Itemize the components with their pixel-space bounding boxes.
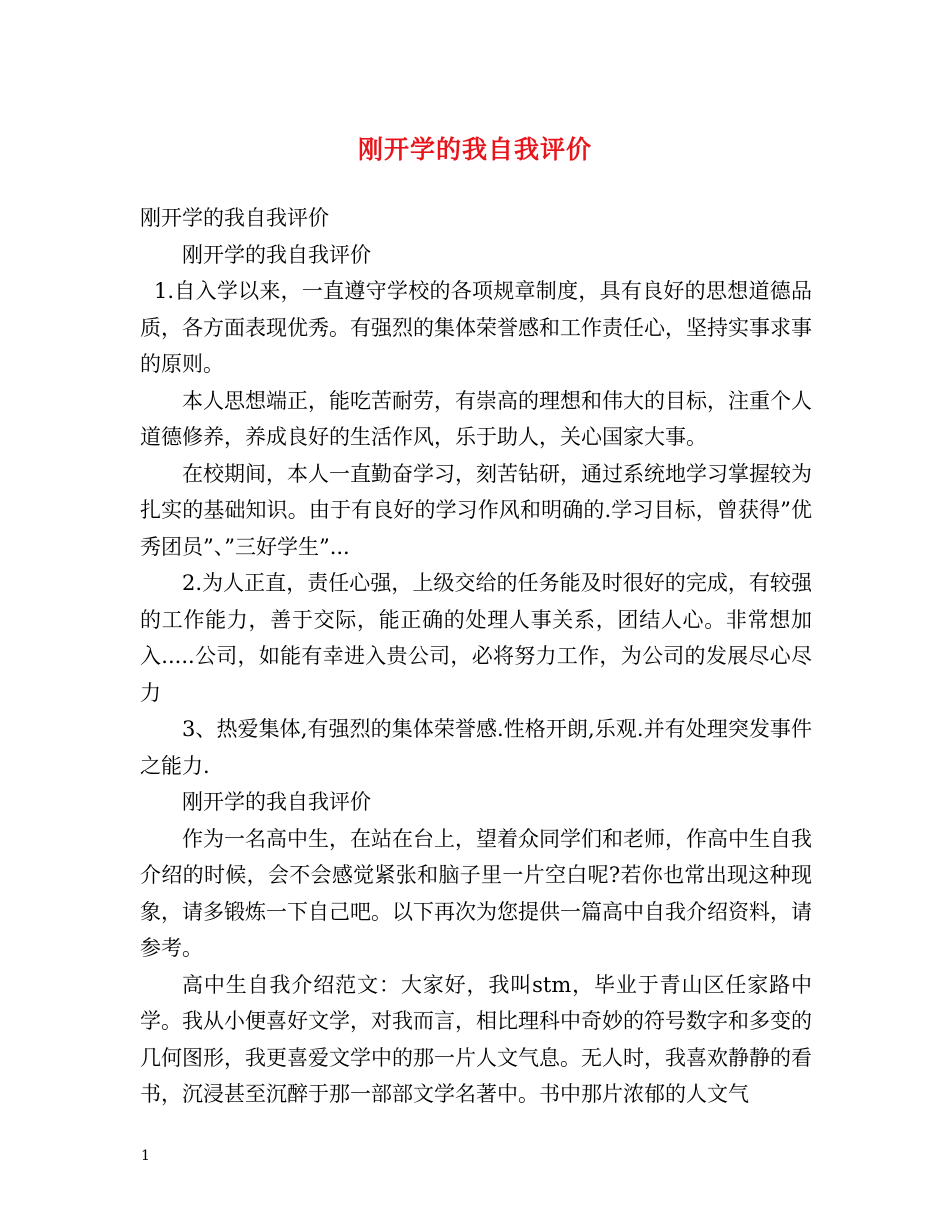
- document-body: [140, 200, 812, 1113]
- paragraph-7: 高中生自我介绍范文：大家好，我叫stm，毕业于青山区任家路中学。我从小便喜好文学，对我而言，相比理科中奇妙的符号数字和多变的几何图形，我更喜爱文学中的那一片人文气息。无人时，我喜欢静静的看书，沉浸甚至沉醉于那一部部文学名著中。书中那片浓郁的人文气: [140, 972, 812, 1106]
- paragraph-2: 本人思想端正，能吃苦耐劳，有崇高的理想和伟大的目标，注重个人道德修养，养成良好的生活作风，乐于助人，关心国家大事。: [140, 388, 812, 449]
- heading-line-2: 刚开学的我自我评价: [182, 242, 371, 267]
- paragraph-3: 在校期间，本人一直勤奋学习，刻苦钻研，通过系统地学习掌握较为扎实的基础知识。由于有良好的学习作风和明确的.学习目标，曾获得”优秀团员”、”三好学生”...: [140, 461, 812, 559]
- paragraph-6: 作为一名高中生，在站在台上，望着众同学们和老师，作高中生自我介绍的时候，会不会感觉紧张和脑子里一片空白呢?若你也常出现这种现象，请多锻炼一下自己吧。以下再次为您提供一篇高中自我介绍资料，请参考。: [140, 826, 812, 960]
- paragraph-5: 3、热爱集体,有强烈的集体荣誉感.性格开朗,乐观.并有处理突发事件之能力.: [140, 717, 812, 778]
- heading-line-1: 刚开学的我自我评价: [140, 206, 329, 230]
- page-number: 1: [141, 1148, 150, 1164]
- document-title: 刚开学的我自我评价: [357, 135, 592, 164]
- section-heading: 刚开学的我自我评价: [182, 790, 371, 814]
- paragraph-4: 2.为人正直，责任心强，上级交给的任务能及时很好的完成，有较强的工作能力，善于交际，能正确的处理人事关系，团结人心。非常想加入.....公司，如能有幸进入贵公司，必将努力工作，为公司的发展尽心尽力: [140, 571, 812, 705]
- paragraph-1: 1.自入学以来，一直遵守学校的各项规章制度，具有良好的思想道德品质，各方面表现优秀。有强烈的集体荣誉感和工作责任心，坚持实事求事的原则。: [140, 279, 812, 376]
